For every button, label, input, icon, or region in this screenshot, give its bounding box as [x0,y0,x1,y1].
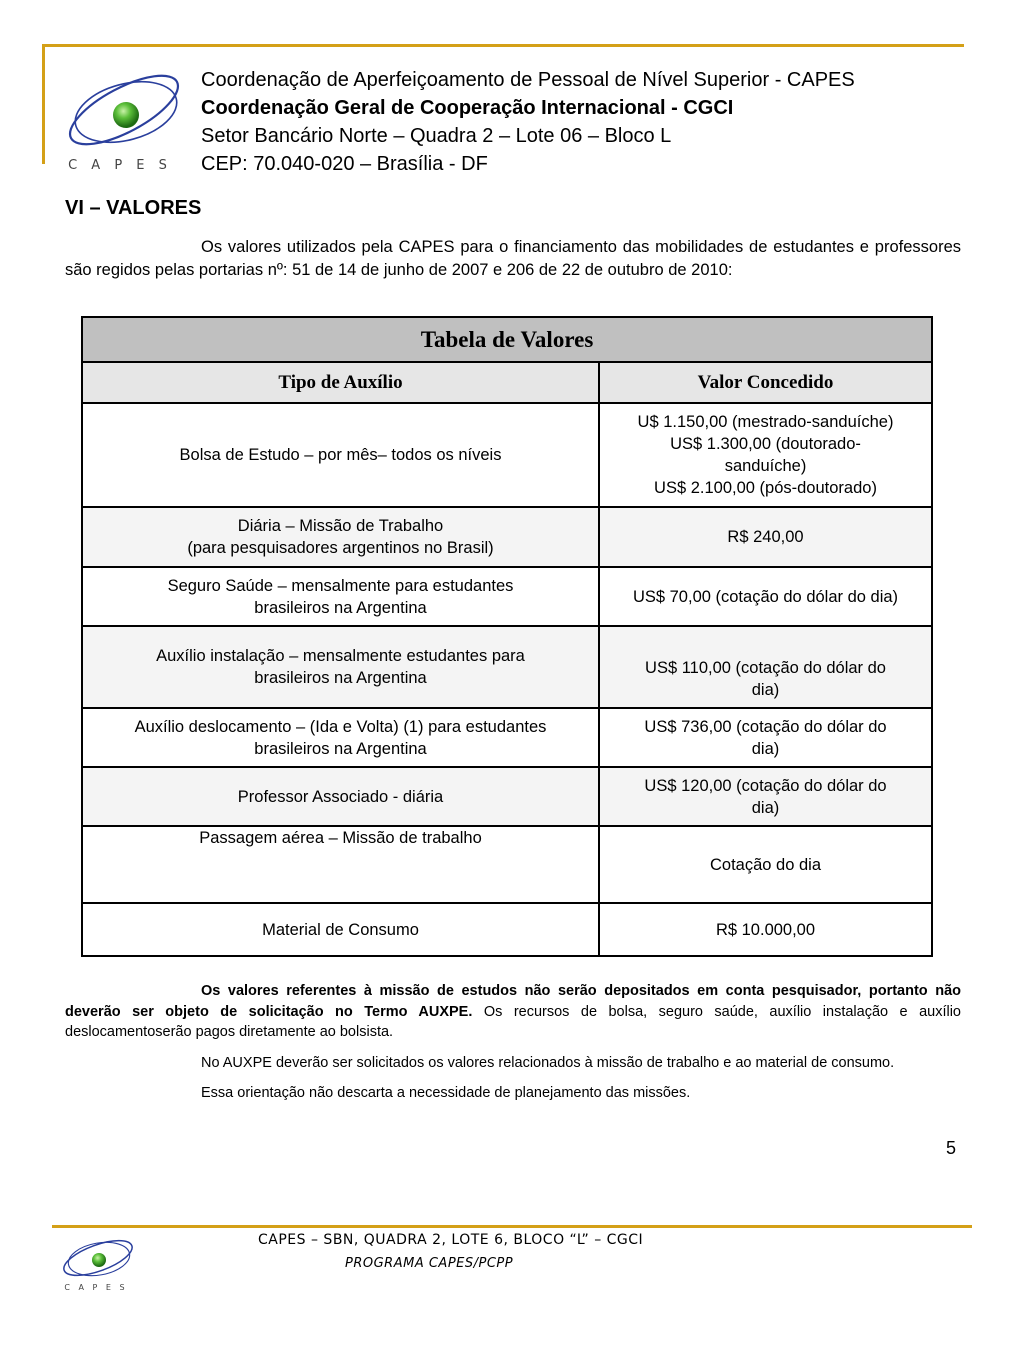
cell-tipo [82,507,599,567]
cell-text: (para pesquisadores argentinos no Brasil) [187,539,494,557]
header-line-4: CEP: 70.040-020 – Brasília - DF [201,153,488,175]
cell-tipo [82,708,599,767]
cell-valor [599,708,932,767]
cell-text: sanduíche) [724,457,807,475]
note-paragraph-2: No AUXPE deverão ser solicitados os valores relacionados à missão de trabalho e ao material de consumo. [201,1054,895,1071]
cell-text: Professor Associado - diária [237,787,444,806]
capes-footer-logo [58,1232,136,1294]
header-line-3: Setor Bancário Norte – Quadra 2 – Lote 06 – Bloco L [201,125,672,147]
cell-tipo [82,567,599,626]
logo-text: C A P E S [68,158,172,173]
cell-text: Cotação do dia [710,856,821,874]
header-line-2: Coordenação Geral de Cooperação Internacional - CGCI [201,97,734,119]
table-row [82,826,932,903]
cell-text: US$ 70,00 (cotação do dólar do dia) [632,587,899,606]
table-row [82,626,932,708]
capes-logo [56,62,186,174]
cell-valor [599,626,932,708]
cell-tipo [82,767,599,826]
cell-text: US$ 736,00 (cotação do dólar do [644,717,887,736]
table-row [82,903,932,956]
table-row [82,767,932,826]
table-caption: Tabela de Valores [82,317,932,362]
column-header-valor: Valor Concedido [599,362,932,403]
cell-tipo [82,826,599,903]
cell-text: brasileiros na Argentina [254,669,427,687]
footer-logo-text: C A P E S [64,1283,128,1292]
cell-valor [599,567,932,626]
cell-valor [599,903,932,956]
notes-section [65,981,961,1114]
cell-text: brasileiros na Argentina [254,739,427,758]
note-paragraph-1 [65,981,961,1043]
cell-valor [599,507,932,567]
table-row [82,507,932,567]
section-title: VI – VALORES [65,197,202,219]
page-number: 5 [946,1138,957,1158]
values-table [81,316,933,957]
cell-tipo [82,403,599,507]
table-row [82,567,932,626]
cell-tipo [82,626,599,708]
cell-text: Diária – Missão de Trabalho [237,517,444,535]
cell-text: U$ 1.150,00 (mestrado-sanduíche) [637,413,894,431]
cell-text: US$ 1.300,00 (doutorado- [670,435,861,453]
cell-text: Auxílio deslocamento – (Ida e Volta) (1) para estudantes [134,717,547,736]
cell-text: Passagem aérea – Missão de trabalho [199,829,482,847]
cell-text: US$ 2.100,00 (pós-doutorado) [654,479,877,497]
cell-text: dia) [751,739,780,758]
note-paragraph-3: Essa orientação não descarta a necessidade de planejamento das missões. [201,1085,691,1101]
cell-text: Material de Consumo [262,920,419,939]
cell-text: brasileiros na Argentina [254,598,427,617]
cell-text: R$ 10.000,00 [715,920,816,939]
cell-text: R$ 240,00 [727,528,804,546]
cell-text: dia) [751,798,780,817]
cell-tipo [82,903,599,956]
cell-text: US$ 110,00 (cotação do dólar do [645,659,886,677]
header-line-1: Coordenação de Aperfeiçoamento de Pessoal de Nível Superior - CAPES [201,69,855,91]
table-row [82,403,932,507]
header-text [201,66,855,178]
cell-valor [599,826,932,903]
table-row [82,708,932,767]
intro-paragraph: Os valores utilizados pela CAPES para o financiamento das mobilidades de estudantes e professores são regidos pelas portarias nº: 51 de 14 de junho de 2007 e 206 de 22 de outubro de 2010: [65,238,961,279]
note-text: Os recursos de bolsa, seguro saúde, auxílio instalação e auxílio deslocamentoserão pagos diretamente ao bolsista. [65,1003,961,1040]
cell-valor [599,767,932,826]
cell-text: Auxílio instalação – mensalmente estudantes para [156,647,525,665]
cell-text: dia) [751,681,780,699]
footer-address: CAPES – SBN, QUADRA 2, LOTE 6, BLOCO “L” – CGCI [258,1232,644,1248]
footer-divider [52,1225,972,1228]
cell-text: Seguro Saúde – mensalmente para estudantes [167,576,514,595]
cell-text: Bolsa de Estudo – por mês– todos os níveis [179,446,502,464]
cell-valor [599,403,932,507]
column-header-tipo: Tipo de Auxílio [82,362,599,403]
note-bold-text: Os valores referentes à missão de estudos não serão depositados em conta pesquisador, portanto não deverão ser objeto de solicitação no Termo AUXPE. [65,983,961,1020]
footer-program: PROGRAMA CAPES/PCPP [345,1256,514,1271]
cell-text: US$ 120,00 (cotação do dólar do [644,776,887,795]
